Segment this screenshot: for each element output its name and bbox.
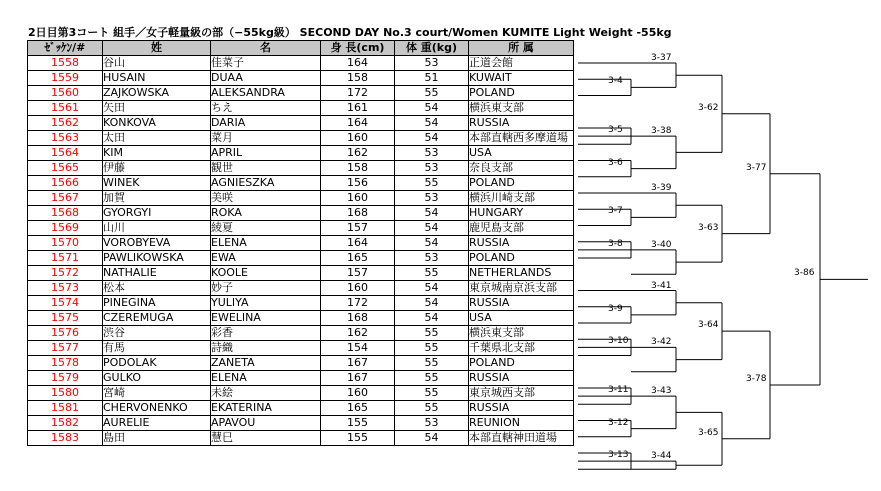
cell-affiliation: RUSSIA — [469, 401, 574, 416]
cell-family: NATHALIE — [103, 266, 211, 281]
cell-affiliation: 本部直轄神田道場 — [469, 431, 574, 446]
cell-height: 172 — [321, 296, 395, 311]
cell-family: ZAJKOWSKA — [103, 86, 211, 101]
cell-num: 1564 — [28, 146, 103, 161]
cell-affiliation: 正道会館 — [469, 56, 574, 71]
cell-family: AURELIE — [103, 416, 211, 431]
cell-given: AGNIESZKA — [211, 176, 321, 191]
cell-height: 168 — [321, 206, 395, 221]
cell-height: 157 — [321, 266, 395, 281]
cell-affiliation: 東京城南京浜支部 — [469, 281, 574, 296]
cell-family: KONKOVA — [103, 116, 211, 131]
cell-affiliation: RUSSIA — [469, 116, 574, 131]
cell-weight: 55 — [395, 356, 469, 371]
cell-num: 1563 — [28, 131, 103, 146]
cell-num: 1565 — [28, 161, 103, 176]
cell-given: YULIYA — [211, 296, 321, 311]
match-label: 3-77 — [746, 162, 767, 173]
cell-num: 1567 — [28, 191, 103, 206]
cell-given: 慧巳 — [211, 431, 321, 446]
cell-family: 矢田 — [103, 101, 211, 116]
cell-height: 167 — [321, 371, 395, 386]
cell-given: ELENA — [211, 236, 321, 251]
cell-given: EWELINA — [211, 311, 321, 326]
cell-weight: 55 — [395, 341, 469, 356]
match-label: 3-6 — [608, 157, 623, 168]
cell-weight: 53 — [395, 56, 469, 71]
cell-family: 谷山 — [103, 56, 211, 71]
match-label: 3-40 — [651, 239, 672, 250]
cell-family: 有馬 — [103, 341, 211, 356]
cell-num: 1570 — [28, 236, 103, 251]
cell-num: 1571 — [28, 251, 103, 266]
match-label: 3-10 — [608, 336, 629, 347]
cell-height: 172 — [321, 86, 395, 101]
page-title: 2日目第3コート 組手／女子軽量級の部（−55kg級） SECOND DAY No.3 court/Women KUMITE Light Weight -55kg — [28, 26, 672, 39]
cell-height: 160 — [321, 191, 395, 206]
cell-given: EWA — [211, 251, 321, 266]
match-label: 3-7 — [608, 206, 623, 217]
cell-weight: 54 — [395, 131, 469, 146]
cell-family: GYORGYI — [103, 206, 211, 221]
cell-weight: 53 — [395, 146, 469, 161]
cell-given: EKATERINA — [211, 401, 321, 416]
match-label: 3-63 — [698, 222, 719, 233]
cell-family: 太田 — [103, 131, 211, 146]
cell-given: 観世 — [211, 161, 321, 176]
cell-weight: 53 — [395, 191, 469, 206]
cell-num: 1576 — [28, 326, 103, 341]
cell-given: 彩香 — [211, 326, 321, 341]
cell-family: PODOLAK — [103, 356, 211, 371]
cell-weight: 54 — [395, 431, 469, 446]
match-label: 3-62 — [698, 102, 719, 113]
match-label: 3-38 — [651, 126, 672, 137]
cell-affiliation: 鹿児島支部 — [469, 221, 574, 236]
cell-height: 162 — [321, 146, 395, 161]
match-label: 3-65 — [698, 427, 719, 438]
cell-weight: 55 — [395, 401, 469, 416]
cell-family: CZEREMUGA — [103, 311, 211, 326]
cell-weight: 55 — [395, 371, 469, 386]
cell-weight: 54 — [395, 101, 469, 116]
cell-affiliation: REUNION — [469, 416, 574, 431]
cell-given: 美咲 — [211, 191, 321, 206]
cell-affiliation: POLAND — [469, 86, 574, 101]
cell-given: ROKA — [211, 206, 321, 221]
cell-given: 未絵 — [211, 386, 321, 401]
cell-num: 1579 — [28, 371, 103, 386]
cell-affiliation: USA — [469, 146, 574, 161]
column-header: 身 長(cm) — [321, 41, 395, 56]
match-label: 3-13 — [608, 450, 629, 461]
column-header: 体 重(kg) — [395, 41, 469, 56]
cell-family: WINEK — [103, 176, 211, 191]
cell-given: DARIA — [211, 116, 321, 131]
cell-num: 1578 — [28, 356, 103, 371]
cell-affiliation: POLAND — [469, 251, 574, 266]
match-label: 3-4 — [608, 76, 623, 87]
cell-given: APRIL — [211, 146, 321, 161]
cell-num: 1577 — [28, 341, 103, 356]
cell-given: 詩織 — [211, 341, 321, 356]
cell-height: 167 — [321, 356, 395, 371]
cell-height: 156 — [321, 176, 395, 191]
cell-height: 164 — [321, 236, 395, 251]
cell-num: 1575 — [28, 311, 103, 326]
cell-weight: 54 — [395, 206, 469, 221]
cell-weight: 53 — [395, 161, 469, 176]
cell-family: 松本 — [103, 281, 211, 296]
cell-height: 154 — [321, 341, 395, 356]
cell-height: 168 — [321, 311, 395, 326]
cell-affiliation: RUSSIA — [469, 296, 574, 311]
match-label: 3-78 — [746, 373, 767, 384]
cell-affiliation: 横浜川崎支部 — [469, 191, 574, 206]
cell-weight: 55 — [395, 176, 469, 191]
cell-num: 1566 — [28, 176, 103, 191]
column-header: 姓 — [103, 41, 211, 56]
cell-height: 160 — [321, 281, 395, 296]
match-label: 3-9 — [608, 303, 623, 314]
cell-affiliation: RUSSIA — [469, 236, 574, 251]
cell-family: 島田 — [103, 431, 211, 446]
cell-height: 160 — [321, 131, 395, 146]
cell-num: 1583 — [28, 431, 103, 446]
cell-num: 1559 — [28, 71, 103, 86]
cell-family: HUSAIN — [103, 71, 211, 86]
cell-given: 妙子 — [211, 281, 321, 296]
match-label: 3-42 — [651, 337, 672, 348]
cell-weight: 53 — [395, 416, 469, 431]
cell-num: 1560 — [28, 86, 103, 101]
match-label: 3-86 — [794, 268, 815, 279]
cell-num: 1574 — [28, 296, 103, 311]
cell-given: ちえ — [211, 101, 321, 116]
cell-given: KOOLE — [211, 266, 321, 281]
cell-affiliation: POLAND — [469, 176, 574, 191]
column-header: ｾﾞｯｹﾝ/# — [28, 41, 103, 56]
cell-family: 山川 — [103, 221, 211, 236]
cell-affiliation: USA — [469, 311, 574, 326]
cell-num: 1562 — [28, 116, 103, 131]
cell-given: ELENA — [211, 371, 321, 386]
cell-given: 綾夏 — [211, 221, 321, 236]
cell-weight: 54 — [395, 221, 469, 236]
cell-family: 渋谷 — [103, 326, 211, 341]
cell-num: 1569 — [28, 221, 103, 236]
cell-num: 1581 — [28, 401, 103, 416]
cell-given: ALEKSANDRA — [211, 86, 321, 101]
cell-affiliation: NETHERLANDS — [469, 266, 574, 281]
cell-height: 164 — [321, 116, 395, 131]
cell-height: 165 — [321, 251, 395, 266]
cell-affiliation: RUSSIA — [469, 371, 574, 386]
cell-num: 1572 — [28, 266, 103, 281]
match-label: 3-8 — [608, 238, 623, 249]
cell-num: 1580 — [28, 386, 103, 401]
cell-affiliation: KUWAIT — [469, 71, 574, 86]
cell-family: CHERVONENKO — [103, 401, 211, 416]
cell-weight: 51 — [395, 71, 469, 86]
cell-family: 伊藤 — [103, 161, 211, 176]
match-label: 3-64 — [698, 320, 719, 331]
cell-affiliation: 本部直轄西多摩道場 — [469, 131, 574, 146]
cell-given: APAVOU — [211, 416, 321, 431]
cell-height: 155 — [321, 416, 395, 431]
cell-family: PAWLIKOWSKA — [103, 251, 211, 266]
cell-num: 1582 — [28, 416, 103, 431]
cell-num: 1568 — [28, 206, 103, 221]
cell-height: 158 — [321, 71, 395, 86]
cell-height: 157 — [321, 221, 395, 236]
cell-height: 164 — [321, 56, 395, 71]
cell-height: 158 — [321, 161, 395, 176]
cell-family: PINEGINA — [103, 296, 211, 311]
cell-weight: 55 — [395, 386, 469, 401]
cell-family: VOROBYEVA — [103, 236, 211, 251]
match-label: 3-41 — [651, 280, 672, 291]
cell-height: 161 — [321, 101, 395, 116]
cell-weight: 54 — [395, 236, 469, 251]
cell-affiliation: HUNGARY — [469, 206, 574, 221]
cell-family: GULKO — [103, 371, 211, 386]
cell-height: 162 — [321, 326, 395, 341]
column-header: 名 — [211, 41, 321, 56]
cell-family: KIM — [103, 146, 211, 161]
column-header: 所 属 — [469, 41, 574, 56]
cell-weight: 54 — [395, 296, 469, 311]
match-label: 3-39 — [651, 183, 672, 193]
cell-given: DUAA — [211, 71, 321, 86]
match-label: 3-44 — [651, 451, 672, 462]
match-label: 3-37 — [651, 53, 672, 63]
cell-weight: 55 — [395, 86, 469, 101]
cell-given: 菜月 — [211, 131, 321, 146]
cell-num: 1573 — [28, 281, 103, 296]
cell-affiliation: 横浜東支部 — [469, 101, 574, 116]
cell-affiliation: 奈良支部 — [469, 161, 574, 176]
match-label: 3-43 — [651, 386, 672, 397]
cell-affiliation: 東京城西支部 — [469, 386, 574, 401]
cell-given: ZANETA — [211, 356, 321, 371]
match-label: 3-12 — [608, 417, 629, 428]
match-label: 3-11 — [608, 385, 629, 396]
cell-height: 165 — [321, 401, 395, 416]
match-label: 3-5 — [608, 125, 623, 136]
cell-weight: 54 — [395, 116, 469, 131]
cell-family: 宮崎 — [103, 386, 211, 401]
cell-num: 1561 — [28, 101, 103, 116]
cell-height: 160 — [321, 386, 395, 401]
cell-family: 加賀 — [103, 191, 211, 206]
cell-weight: 54 — [395, 281, 469, 296]
cell-weight: 55 — [395, 326, 469, 341]
cell-affiliation: 千葉県北支部 — [469, 341, 574, 356]
cell-height: 155 — [321, 431, 395, 446]
cell-num: 1558 — [28, 56, 103, 71]
cell-given: 佳菜子 — [211, 56, 321, 71]
cell-affiliation: 横浜東支部 — [469, 326, 574, 341]
cell-weight: 55 — [395, 266, 469, 281]
cell-weight: 54 — [395, 311, 469, 326]
cell-affiliation: POLAND — [469, 356, 574, 371]
cell-weight: 53 — [395, 251, 469, 266]
